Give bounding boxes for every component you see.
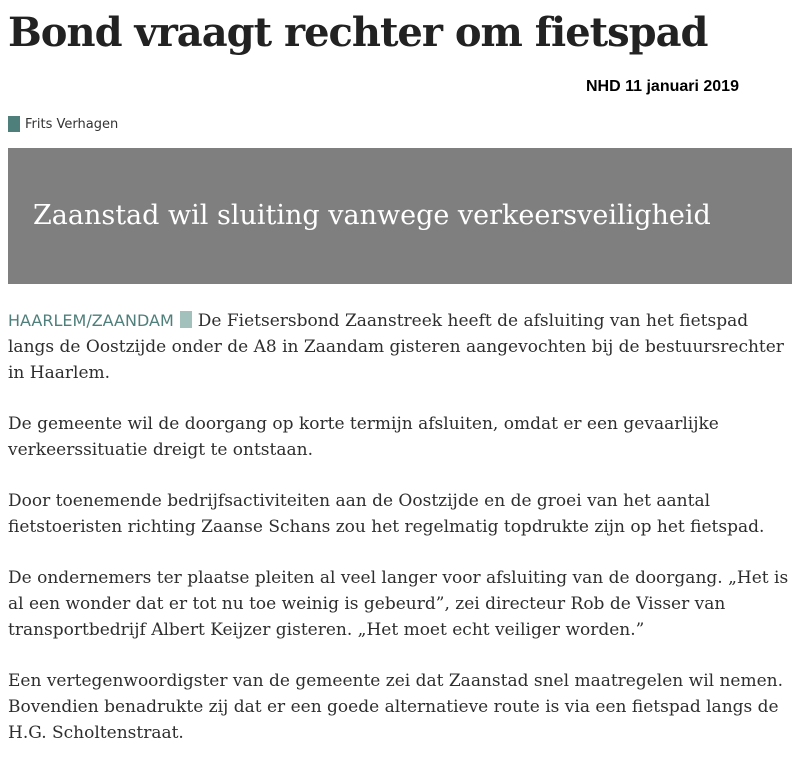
author-marker-icon (8, 116, 20, 132)
subheadline: Zaanstad wil sluiting vanwege verkeersveiligheid (33, 200, 711, 231)
lead-paragraph (8, 308, 798, 386)
dateline-square-icon (180, 311, 192, 328)
paragraph: Door toenemende bedrijfsactiviteiten aan de Oostzijde en de groei van het aantal fietstoeristen richting Zaanse Schans zou het regelmatig topdrukte zijn op het fietspad. (8, 491, 765, 537)
headline: Bond vraagt rechter om fietspad (8, 9, 708, 56)
paragraph: Een vertegenwoordigster van de gemeente zei dat Zaanstad snel maatregelen wil nemen. Bovendien benadrukte zij dat er een goede alternatieve route is via een fietspad langs de H.G. Scholtenstraat. (8, 671, 784, 743)
subheadline-banner (8, 148, 792, 284)
author-name: Frits Verhagen (25, 116, 119, 132)
lead-text: De Fietsersbond Zaanstreek heeft de afsluiting van het fietspad langs de Oostzijde onder de A8 in Zaandam gisteren aangevochten bij de bestuursrechter in Haarlem. (8, 311, 784, 383)
dateline: HAARLEM/ZAANDAM (8, 311, 174, 330)
paragraph: De gemeente wil de doorgang op korte termijn afsluiten, omdat er een gevaarlijke verkeerssituatie dreigt te ontstaan. (8, 414, 719, 460)
paragraph: De ondernemers ter plaatse pleiten al veel langer voor afsluiting van de doorgang. „Het is al een wonder dat er tot nu toe weinig is gebeurd”, zei directeur Rob de Visser van transportbedrijf Albert Keijzer gisteren. „Het moet echt veiliger worden.” (8, 568, 789, 640)
article-body (8, 308, 798, 771)
source-date: NHD 11 januari 2019 (586, 78, 739, 95)
author-byline (8, 116, 118, 132)
